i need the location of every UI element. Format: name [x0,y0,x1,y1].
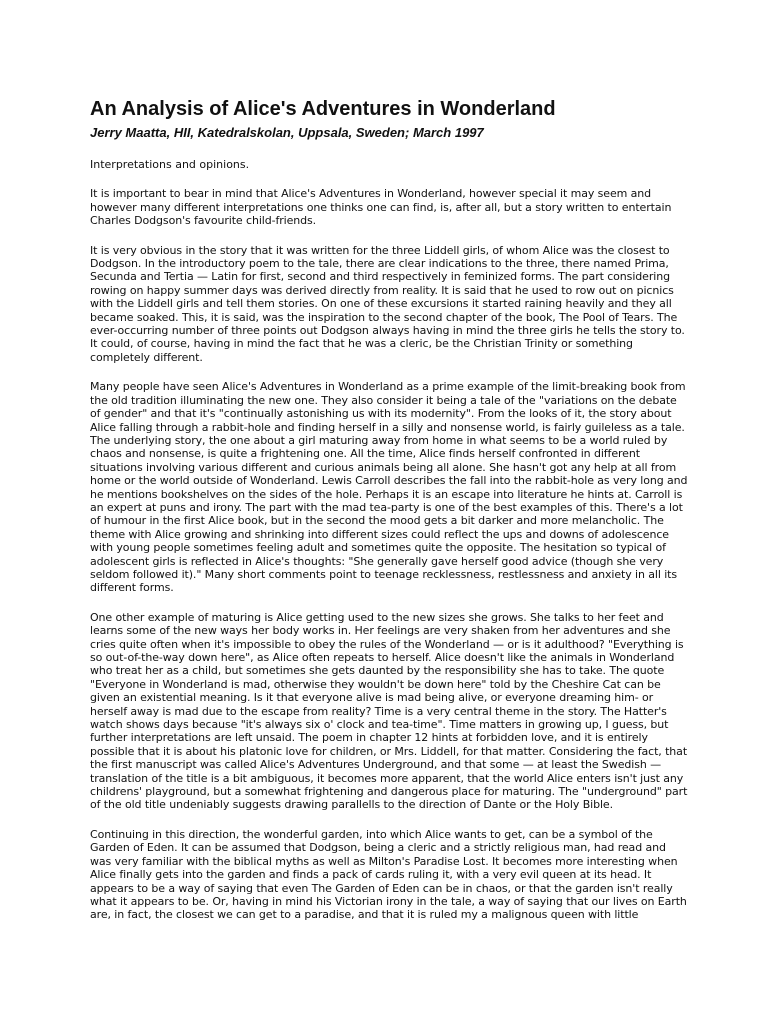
document-byline: Jerry Maatta, HII, Katedralskolan, Uppsala, Sweden; March 1997 [90,125,484,140]
paragraph-3: Many people have seen Alice's Adventures in Wonderland as a prime example of the limit-breaking book from the old tradition illuminating the new one. They also consider it being a tale of the "variations on the debate of gender" and that it's "continually astonishing us with its modernity". From the looks of it, the story about Alice falling through a rabbit-hole and finding herself in a silly and nonsense world, is fairly guileless as a tale. The underlying story, the one about a girl maturing away from home in what seems to be a world ruled by chaos and nonsense, is quite a frightening one. All the time, Alice finds herself confronted in different situations involving various different and curious animals being all alone. She hasn't got any help at all from home or the world outside of Wonderland. Lewis Carroll describes the fall into the rabbit-hole as very long and he mentions bookshelves on the sides of the hole. Perhaps it is an escape into literature he hints at. Carroll is an expert at puns and irony. The part with the mad tea-party is one of the best examples of this. There's a lot of humour in the first Alice book, but in the second the mood gets a bit darker and more melancholic. The theme with Alice growing and shrinking into different sizes could reflect the ups and downs of adolescence with young people sometimes feeling adult and sometimes quite the opposite. The hesitation so typical of adolescent girls is reflected in Alice's thoughts: "She generally gave herself good advice (though she very seldom followed it)." Many short comments point to teenage recklessness, restlessness and anxiety in all its different forms. [90,380,688,595]
paragraph-4: One other example of maturing is Alice getting used to the new sizes she grows. She talks to her feet and learns some of the new ways her body works in. Her feelings are very shaken from her adventures and she cries quite often when it's impossible to obey the rules of the Wonderland — or is it adulthood? "Everything is so out-of-the-way down here", as Alice often repeats to herself. Alice doesn't like the animals in Wonderland who treat her as a child, but sometimes she gets daunted by the responsibility she has to take. The quote "Everyone in Wonderland is mad, otherwise they wouldn't be down here" told by the Cheshire Cat can be given an existential meaning. Is it that everyone alive is mad being alive, or everyone dreaming him- or herself away is mad due to the escape from reality? Time is a very central theme in the story. The Hatter's watch shows days because "it's always six o' clock and tea-time". Time matters in growing up, I guess, but further interpretations are left unsaid. The poem in chapter 12 hints at forbidden love, and it is entirely possible that it is about his platonic love for children, or Mrs. Liddell, for that matter. Considering the fact, that the first manuscript was called Alice's Adventures Underground, and that some — at least the Swedish — translation of the title is a bit ambiguous, it becomes more apparent, that the world Alice enters isn't just any childrens' playground, but a somewhat frightening and dangerous place for maturing. The "underground" part of the old title undeniably suggests drawing parallells to the direction of Dante or the Holy Bible. [90,610,688,812]
paragraph-5: Continuing in this direction, the wonderful garden, into which Alice wants to get, can be a symbol of the Garden of Eden. It can be assumed that Dodgson, being a cleric and a strictly religious man, had read and was very familiar with the biblical myths as well as Milton's Paradise Lost. It becomes more interesting when Alice finally gets into the garden and finds a pack of cards ruling it, with a very evil queen at its head. It appears to be a way of saying that even The Garden of Eden can be in chaos, or that the garden isn't really what it appears to be. Or, having in mind his Victorian irony in the tale, a way of saying that our lives on Earth are, in fact, the closest we can get to a paradise, and that it is ruled my a malignous queen with little [90,827,687,922]
document-title: An Analysis of Alice's Adventures in Wonderland [90,98,556,120]
paragraph-1: It is important to bear in mind that Alice's Adventures in Wonderland, however special it may seem and however many different interpretations one thinks one can find, is, after all, but a story written to entertain Charles Dodgson's favourite child-friends. [90,187,672,228]
paragraph-2: It is very obvious in the story that it was written for the three Liddell girls, of whom Alice was the closest to Dodgson. In the introductory poem to the tale, there are clear indications to the three, there named Prima, Secunda and Tertia — Latin for first, second and third respectively in feminized forms. The part considering rowing on happy summer days was derived directly from reality. It is said that he used to row out on picnics with the Liddell girls and tell them stories. On one of these excursions it started raining heavily and they all became soaked. This, it is said, was the inspiration to the second chapter of the book, The Pool of Tears. The ever-occurring number of three points out Dodgson always having in mind the three girls he tells the story to. It could, of course, having in mind the fact that he was a cleric, be the Christian Trinity or something completely different. [90,243,685,364]
section-heading: Interpretations and opinions. [90,158,250,171]
document-page [90,96,690,1024]
